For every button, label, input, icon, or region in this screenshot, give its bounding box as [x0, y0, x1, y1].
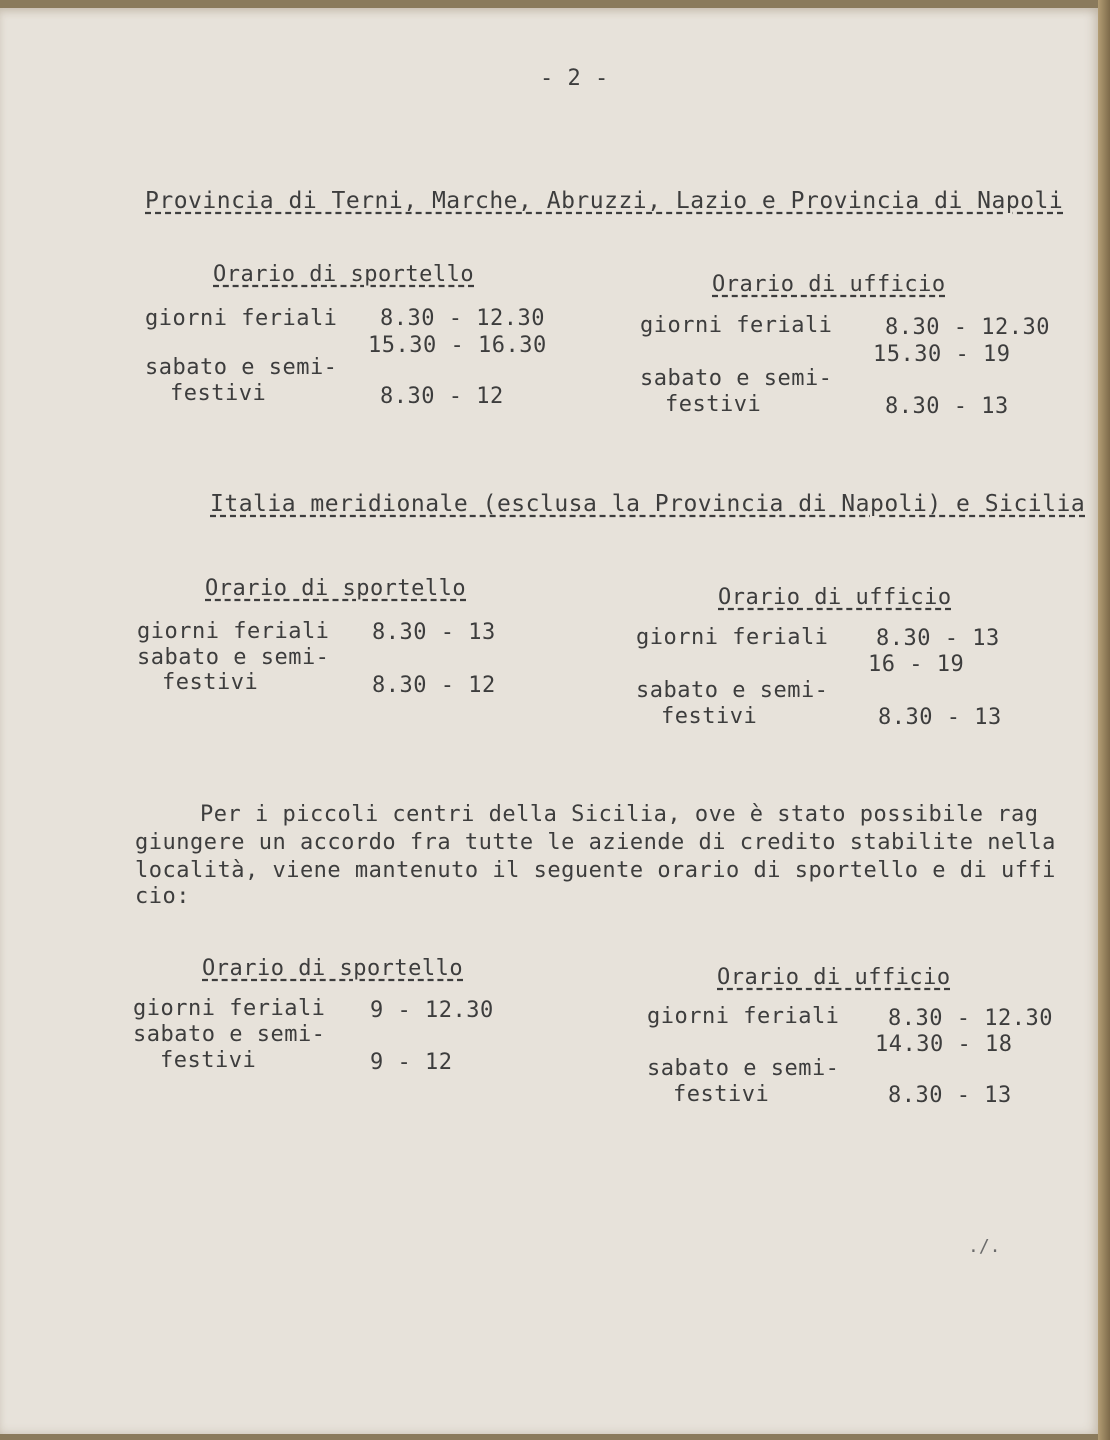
page-edge	[1098, 0, 1110, 1440]
label-festivi: festivi	[170, 381, 267, 406]
label-sabato: sabato e semi-	[145, 355, 338, 380]
ufficio-title-3: Orario di ufficio	[717, 965, 951, 990]
sportello-title-1: Orario di sportello	[213, 262, 475, 287]
paragraph-line: giungere un accordo fra tutte le aziende di credito stabilite nella	[135, 830, 1056, 855]
page-number: - 2 -	[540, 66, 609, 91]
label-giorni-feriali: giorni feriali	[647, 1004, 840, 1029]
label-giorni-feriali: giorni feriali	[640, 313, 833, 338]
paragraph-line: cio:	[135, 884, 190, 909]
section-heading-italia-meridionale: Italia meridionale (esclusa la Provincia di Napoli) e Sicilia	[210, 491, 1086, 517]
time-value: 8.30 - 13	[888, 1083, 1012, 1108]
time-value: 9 - 12.30	[370, 998, 494, 1023]
paragraph-line: Per i piccoli centri della Sicilia, ove è stato possibile rag	[200, 802, 1039, 827]
label-festivi: festivi	[160, 1048, 257, 1073]
time-value: 9 - 12	[370, 1050, 453, 1075]
label-giorni-feriali: giorni feriali	[137, 619, 330, 644]
time-value: 8.30 - 13	[885, 394, 1009, 419]
label-giorni-feriali: giorni feriali	[145, 306, 338, 331]
label-sabato: sabato e semi-	[636, 678, 829, 703]
time-value: 15.30 - 19	[873, 342, 1011, 367]
label-sabato: sabato e semi-	[137, 645, 330, 670]
label-festivi: festivi	[162, 670, 259, 695]
ufficio-title-1: Orario di ufficio	[712, 272, 946, 297]
time-value: 8.30 - 12	[372, 673, 496, 698]
time-value: 8.30 - 12	[380, 384, 504, 409]
label-festivi: festivi	[673, 1082, 770, 1107]
label-sabato: sabato e semi-	[133, 1022, 326, 1047]
time-value: 8.30 - 12.30	[380, 306, 545, 331]
label-sabato: sabato e semi-	[647, 1056, 840, 1081]
sportello-title-3: Orario di sportello	[202, 956, 464, 981]
label-giorni-feriali: giorni feriali	[636, 625, 829, 650]
label-festivi: festivi	[665, 392, 762, 417]
time-value: 8.30 - 13	[372, 620, 496, 645]
label-giorni-feriali: giorni feriali	[133, 996, 326, 1021]
label-sabato: sabato e semi-	[640, 366, 833, 391]
section-heading-terni: Provincia di Terni, Marche, Abruzzi, Lazio e Provincia di Napoli	[145, 188, 1064, 214]
continuation-mark: ./.	[968, 1236, 1001, 1257]
time-value: 14.30 - 18	[875, 1032, 1013, 1057]
time-value: 8.30 - 13	[878, 705, 1002, 730]
sportello-title-2: Orario di sportello	[205, 576, 467, 601]
ufficio-title-2: Orario di ufficio	[718, 585, 952, 610]
time-value: 8.30 - 13	[876, 626, 1000, 651]
time-value: 8.30 - 12.30	[888, 1006, 1053, 1031]
time-value: 8.30 - 12.30	[885, 315, 1050, 340]
label-festivi: festivi	[661, 704, 758, 729]
paragraph-line: località, viene mantenuto il seguente orario di sportello e di uffi	[135, 858, 1056, 883]
time-value: 15.30 - 16.30	[368, 333, 547, 358]
time-value: 16 - 19	[868, 652, 965, 677]
